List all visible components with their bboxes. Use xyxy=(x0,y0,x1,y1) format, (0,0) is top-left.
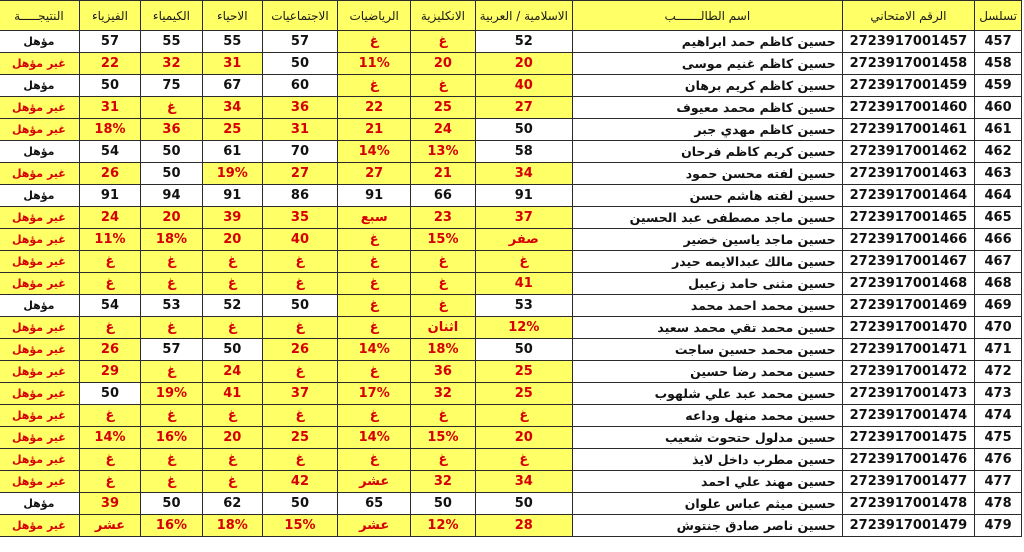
cell-grade-math: غ xyxy=(338,229,411,251)
table-row xyxy=(0,251,1022,273)
cell-grade-chemistry: غ xyxy=(141,449,203,471)
cell-serial: 479 xyxy=(975,515,1022,537)
cell-grade-english: اثنان xyxy=(411,317,475,339)
cell-grade-chemistry: 75 xyxy=(141,75,203,97)
table-row xyxy=(0,53,1022,75)
cell-exam-number: 2723917001473 xyxy=(842,383,975,405)
cell-grade-social-studies: غ xyxy=(262,251,337,273)
cell-grade-social-studies: 27 xyxy=(262,163,337,185)
table-body xyxy=(0,31,1022,537)
cell-grade-biology: غ xyxy=(202,251,262,273)
cell-grade-physics: عشر xyxy=(79,515,140,537)
cell-grade-physics: 91 xyxy=(79,185,140,207)
cell-grade-physics: 50 xyxy=(79,75,140,97)
cell-student-name: حسين ميثم عباس علوان xyxy=(572,493,842,515)
cell-student-name: حسين كاظم مهدي جبر xyxy=(572,119,842,141)
cell-exam-number: 2723917001466 xyxy=(842,229,975,251)
table-row xyxy=(0,317,1022,339)
cell-exam-number: 2723917001476 xyxy=(842,449,975,471)
cell-grade-islamic-arabic: 52 xyxy=(475,31,572,53)
cell-grade-physics: 14% xyxy=(79,427,140,449)
header-english: الانكليزية xyxy=(411,1,475,31)
cell-exam-number: 2723917001478 xyxy=(842,493,975,515)
cell-grade-math: غ xyxy=(338,405,411,427)
cell-grade-biology: غ xyxy=(202,273,262,295)
cell-grade-chemistry: غ xyxy=(141,317,203,339)
header-biology: الاحياء xyxy=(202,1,262,31)
table-row xyxy=(0,31,1022,53)
cell-grade-biology: 91 xyxy=(202,185,262,207)
cell-exam-number: 2723917001477 xyxy=(842,471,975,493)
cell-exam-number: 2723917001457 xyxy=(842,31,975,53)
cell-serial: 478 xyxy=(975,493,1022,515)
table-row xyxy=(0,405,1022,427)
cell-grade-biology: غ xyxy=(202,471,262,493)
cell-student-name: حسين محمد عبد علي شلهوب xyxy=(572,383,842,405)
cell-student-name: حسين محمد احمد محمد xyxy=(572,295,842,317)
cell-grade-chemistry: 19% xyxy=(141,383,203,405)
cell-grade-english: 18% xyxy=(411,339,475,361)
cell-result: غير مؤهل xyxy=(0,53,79,75)
cell-student-name: حسين لفته محسن حمود xyxy=(572,163,842,185)
cell-exam-number: 2723917001471 xyxy=(842,339,975,361)
cell-serial: 460 xyxy=(975,97,1022,119)
cell-grade-social-studies: 37 xyxy=(262,383,337,405)
header-math: الرياضيات xyxy=(338,1,411,31)
cell-serial: 464 xyxy=(975,185,1022,207)
table-row xyxy=(0,515,1022,537)
cell-grade-social-studies: غ xyxy=(262,361,337,383)
cell-grade-biology: 20 xyxy=(202,229,262,251)
cell-grade-islamic-arabic: 20 xyxy=(475,427,572,449)
cell-grade-chemistry: 50 xyxy=(141,493,203,515)
cell-grade-physics: 50 xyxy=(79,383,140,405)
cell-serial: 472 xyxy=(975,361,1022,383)
cell-exam-number: 2723917001465 xyxy=(842,207,975,229)
cell-grade-social-studies: 31 xyxy=(262,119,337,141)
cell-grade-social-studies: 42 xyxy=(262,471,337,493)
cell-grade-chemistry: 16% xyxy=(141,427,203,449)
cell-grade-islamic-arabic: 50 xyxy=(475,339,572,361)
cell-student-name: حسين مالك عبدالايمه حيدر xyxy=(572,251,842,273)
cell-exam-number: 2723917001474 xyxy=(842,405,975,427)
table-row xyxy=(0,361,1022,383)
cell-grade-math: غ xyxy=(338,251,411,273)
cell-result: غير مؤهل xyxy=(0,207,79,229)
cell-serial: 469 xyxy=(975,295,1022,317)
cell-grade-physics: 31 xyxy=(79,97,140,119)
cell-serial: 465 xyxy=(975,207,1022,229)
cell-grade-math: 91 xyxy=(338,185,411,207)
cell-grade-islamic-arabic: 25 xyxy=(475,361,572,383)
table-row xyxy=(0,449,1022,471)
cell-student-name: حسين كاظم غنيم موسى xyxy=(572,53,842,75)
cell-grade-social-studies: 70 xyxy=(262,141,337,163)
cell-student-name: حسين كاظم كريم برهان xyxy=(572,75,842,97)
cell-result: غير مؤهل xyxy=(0,229,79,251)
cell-grade-social-studies: 15% xyxy=(262,515,337,537)
cell-result: مؤهل xyxy=(0,295,79,317)
cell-result: مؤهل xyxy=(0,31,79,53)
table-row xyxy=(0,427,1022,449)
cell-grade-english: 23 xyxy=(411,207,475,229)
header-serial: تسلسل xyxy=(975,1,1022,31)
cell-grade-islamic-arabic: 40 xyxy=(475,75,572,97)
cell-grade-math: 11% xyxy=(338,53,411,75)
cell-grade-physics: غ xyxy=(79,251,140,273)
cell-grade-chemistry: 32 xyxy=(141,53,203,75)
cell-result: مؤهل xyxy=(0,75,79,97)
cell-grade-islamic-arabic: غ xyxy=(475,405,572,427)
cell-grade-chemistry: 20 xyxy=(141,207,203,229)
cell-serial: 475 xyxy=(975,427,1022,449)
cell-grade-math: سبع xyxy=(338,207,411,229)
cell-grade-chemistry: غ xyxy=(141,405,203,427)
cell-grade-math: 21 xyxy=(338,119,411,141)
cell-grade-english: 50 xyxy=(411,493,475,515)
cell-grade-social-studies: 26 xyxy=(262,339,337,361)
cell-grade-biology: غ xyxy=(202,317,262,339)
cell-grade-math: غ xyxy=(338,317,411,339)
cell-grade-english: 20 xyxy=(411,53,475,75)
cell-grade-english: 32 xyxy=(411,471,475,493)
cell-student-name: حسين ماجد مصطفى عبد الحسين xyxy=(572,207,842,229)
cell-grade-english: 12% xyxy=(411,515,475,537)
header-result: النتيجـــــة xyxy=(0,1,79,31)
cell-grade-physics: 39 xyxy=(79,493,140,515)
header-student-name: اسم الطالـــــــب xyxy=(572,1,842,31)
cell-grade-english: 25 xyxy=(411,97,475,119)
cell-grade-chemistry: 57 xyxy=(141,339,203,361)
cell-exam-number: 2723917001458 xyxy=(842,53,975,75)
cell-grade-math: 14% xyxy=(338,427,411,449)
cell-grade-math: غ xyxy=(338,361,411,383)
table-row xyxy=(0,471,1022,493)
cell-grade-english: 15% xyxy=(411,427,475,449)
header-social-studies: الاجتماعيات xyxy=(262,1,337,31)
cell-result: غير مؤهل xyxy=(0,317,79,339)
cell-grade-english: غ xyxy=(411,31,475,53)
table-row xyxy=(0,493,1022,515)
cell-result: غير مؤهل xyxy=(0,251,79,273)
header-physics: الفيزياء xyxy=(79,1,140,31)
cell-grade-english: 21 xyxy=(411,163,475,185)
cell-serial: 463 xyxy=(975,163,1022,185)
cell-student-name: حسين محمد حسين ساجت xyxy=(572,339,842,361)
cell-grade-english: 36 xyxy=(411,361,475,383)
cell-grade-islamic-arabic: 28 xyxy=(475,515,572,537)
cell-serial: 474 xyxy=(975,405,1022,427)
table-row xyxy=(0,229,1022,251)
cell-grade-islamic-arabic: 53 xyxy=(475,295,572,317)
cell-grade-biology: 31 xyxy=(202,53,262,75)
cell-grade-social-studies: غ xyxy=(262,449,337,471)
cell-student-name: حسين كاظم حمد ابراهيم xyxy=(572,31,842,53)
cell-grade-islamic-arabic: غ xyxy=(475,449,572,471)
cell-grade-islamic-arabic: صفر xyxy=(475,229,572,251)
cell-grade-chemistry: 18% xyxy=(141,229,203,251)
cell-grade-math: غ xyxy=(338,273,411,295)
cell-grade-biology: غ xyxy=(202,449,262,471)
cell-grade-english: غ xyxy=(411,295,475,317)
cell-grade-chemistry: غ xyxy=(141,361,203,383)
cell-result: غير مؤهل xyxy=(0,273,79,295)
cell-grade-physics: غ xyxy=(79,317,140,339)
cell-grade-chemistry: 55 xyxy=(141,31,203,53)
cell-grade-biology: 19% xyxy=(202,163,262,185)
cell-grade-social-studies: 50 xyxy=(262,53,337,75)
cell-serial: 477 xyxy=(975,471,1022,493)
cell-grade-biology: 50 xyxy=(202,339,262,361)
cell-grade-physics: 18% xyxy=(79,119,140,141)
cell-grade-islamic-arabic: 58 xyxy=(475,141,572,163)
cell-exam-number: 2723917001461 xyxy=(842,119,975,141)
cell-grade-islamic-arabic: 12% xyxy=(475,317,572,339)
cell-grade-biology: 39 xyxy=(202,207,262,229)
cell-grade-islamic-arabic: 25 xyxy=(475,383,572,405)
cell-serial: 466 xyxy=(975,229,1022,251)
header-chemistry: الكيمياء xyxy=(141,1,203,31)
cell-grade-social-studies: 40 xyxy=(262,229,337,251)
cell-grade-islamic-arabic: 50 xyxy=(475,119,572,141)
cell-grade-biology: 41 xyxy=(202,383,262,405)
cell-grade-islamic-arabic: 50 xyxy=(475,493,572,515)
cell-serial: 461 xyxy=(975,119,1022,141)
cell-grade-physics: 26 xyxy=(79,163,140,185)
cell-grade-chemistry: 50 xyxy=(141,141,203,163)
cell-grade-physics: 22 xyxy=(79,53,140,75)
cell-grade-social-studies: 50 xyxy=(262,493,337,515)
cell-student-name: حسين مدلول حتحوت شعيب xyxy=(572,427,842,449)
cell-student-name: حسين كاظم محمد معيوف xyxy=(572,97,842,119)
cell-grade-chemistry: 16% xyxy=(141,515,203,537)
cell-grade-math: 22 xyxy=(338,97,411,119)
cell-serial: 457 xyxy=(975,31,1022,53)
cell-grade-biology: 62 xyxy=(202,493,262,515)
cell-grade-math: غ xyxy=(338,449,411,471)
cell-grade-physics: غ xyxy=(79,449,140,471)
cell-exam-number: 2723917001463 xyxy=(842,163,975,185)
cell-student-name: حسين محمد منهل وداعه xyxy=(572,405,842,427)
table-row xyxy=(0,383,1022,405)
cell-grade-physics: 29 xyxy=(79,361,140,383)
cell-serial: 459 xyxy=(975,75,1022,97)
cell-grade-social-studies: 25 xyxy=(262,427,337,449)
cell-grade-english: غ xyxy=(411,449,475,471)
cell-grade-math: 17% xyxy=(338,383,411,405)
cell-grade-islamic-arabic: غ xyxy=(475,251,572,273)
cell-grade-chemistry: 50 xyxy=(141,163,203,185)
cell-grade-math: 27 xyxy=(338,163,411,185)
cell-serial: 473 xyxy=(975,383,1022,405)
cell-grade-biology: 67 xyxy=(202,75,262,97)
cell-student-name: حسين ناصر صادق جنتوش xyxy=(572,515,842,537)
cell-result: مؤهل xyxy=(0,185,79,207)
cell-grade-math: غ xyxy=(338,31,411,53)
cell-grade-chemistry: غ xyxy=(141,471,203,493)
cell-grade-physics: 54 xyxy=(79,141,140,163)
cell-grade-islamic-arabic: 91 xyxy=(475,185,572,207)
cell-grade-math: عشر xyxy=(338,471,411,493)
cell-exam-number: 2723917001469 xyxy=(842,295,975,317)
cell-grade-biology: 25 xyxy=(202,119,262,141)
cell-serial: 471 xyxy=(975,339,1022,361)
table-row xyxy=(0,163,1022,185)
cell-serial: 462 xyxy=(975,141,1022,163)
cell-grade-english: 32 xyxy=(411,383,475,405)
cell-grade-chemistry: 94 xyxy=(141,185,203,207)
cell-grade-biology: 61 xyxy=(202,141,262,163)
table-row xyxy=(0,207,1022,229)
cell-serial: 458 xyxy=(975,53,1022,75)
cell-grade-physics: 54 xyxy=(79,295,140,317)
cell-serial: 467 xyxy=(975,251,1022,273)
cell-grade-islamic-arabic: 27 xyxy=(475,97,572,119)
table-row xyxy=(0,273,1022,295)
cell-serial: 470 xyxy=(975,317,1022,339)
table-row xyxy=(0,339,1022,361)
cell-grade-english: غ xyxy=(411,75,475,97)
cell-grade-math: 14% xyxy=(338,141,411,163)
cell-grade-biology: 24 xyxy=(202,361,262,383)
cell-exam-number: 2723917001459 xyxy=(842,75,975,97)
cell-serial: 468 xyxy=(975,273,1022,295)
cell-grade-english: 66 xyxy=(411,185,475,207)
cell-grade-math: غ xyxy=(338,295,411,317)
cell-grade-math: 14% xyxy=(338,339,411,361)
cell-student-name: حسين محمد رضا حسين xyxy=(572,361,842,383)
cell-grade-social-studies: غ xyxy=(262,317,337,339)
cell-grade-biology: 34 xyxy=(202,97,262,119)
cell-student-name: حسين مثنى حامد زعيبل xyxy=(572,273,842,295)
cell-student-name: حسين مطرب داخل لايذ xyxy=(572,449,842,471)
table-row xyxy=(0,119,1022,141)
cell-grade-physics: 11% xyxy=(79,229,140,251)
cell-grade-english: 24 xyxy=(411,119,475,141)
cell-exam-number: 2723917001479 xyxy=(842,515,975,537)
cell-grade-islamic-arabic: 20 xyxy=(475,53,572,75)
cell-grade-biology: غ xyxy=(202,405,262,427)
table-row xyxy=(0,75,1022,97)
cell-result: غير مؤهل xyxy=(0,339,79,361)
header-exam-number: الرقم الامتحاني xyxy=(842,1,975,31)
cell-grade-physics: غ xyxy=(79,405,140,427)
cell-grade-chemistry: 53 xyxy=(141,295,203,317)
cell-grade-math: غ xyxy=(338,75,411,97)
cell-grade-physics: غ xyxy=(79,471,140,493)
cell-grade-physics: غ xyxy=(79,273,140,295)
cell-grade-biology: 52 xyxy=(202,295,262,317)
cell-grade-english: غ xyxy=(411,405,475,427)
table-row xyxy=(0,97,1022,119)
cell-serial: 476 xyxy=(975,449,1022,471)
cell-result: غير مؤهل xyxy=(0,163,79,185)
cell-grade-social-studies: 57 xyxy=(262,31,337,53)
cell-exam-number: 2723917001470 xyxy=(842,317,975,339)
cell-result: غير مؤهل xyxy=(0,97,79,119)
cell-grade-social-studies: 50 xyxy=(262,295,337,317)
table-row xyxy=(0,185,1022,207)
cell-student-name: حسين مهند علي احمد xyxy=(572,471,842,493)
cell-grade-chemistry: غ xyxy=(141,251,203,273)
table-row xyxy=(0,141,1022,163)
cell-result: غير مؤهل xyxy=(0,449,79,471)
cell-result: مؤهل xyxy=(0,141,79,163)
cell-student-name: حسين محمد تقي محمد سعيد xyxy=(572,317,842,339)
cell-grade-english: 15% xyxy=(411,229,475,251)
cell-grade-chemistry: 36 xyxy=(141,119,203,141)
cell-grade-biology: 20 xyxy=(202,427,262,449)
cell-grade-physics: 57 xyxy=(79,31,140,53)
cell-grade-social-studies: 86 xyxy=(262,185,337,207)
cell-grade-chemistry: غ xyxy=(141,97,203,119)
cell-exam-number: 2723917001475 xyxy=(842,427,975,449)
cell-grade-english: 13% xyxy=(411,141,475,163)
cell-grade-chemistry: غ xyxy=(141,273,203,295)
cell-student-name: حسين لفته هاشم حسن xyxy=(572,185,842,207)
cell-exam-number: 2723917001462 xyxy=(842,141,975,163)
cell-grade-physics: 26 xyxy=(79,339,140,361)
cell-grade-social-studies: 36 xyxy=(262,97,337,119)
cell-result: غير مؤهل xyxy=(0,119,79,141)
cell-exam-number: 2723917001467 xyxy=(842,251,975,273)
cell-result: غير مؤهل xyxy=(0,361,79,383)
cell-exam-number: 2723917001460 xyxy=(842,97,975,119)
cell-grade-social-studies: 60 xyxy=(262,75,337,97)
cell-grade-english: غ xyxy=(411,251,475,273)
cell-grade-islamic-arabic: 37 xyxy=(475,207,572,229)
cell-exam-number: 2723917001468 xyxy=(842,273,975,295)
cell-result: غير مؤهل xyxy=(0,515,79,537)
cell-result: مؤهل xyxy=(0,493,79,515)
cell-grade-islamic-arabic: 41 xyxy=(475,273,572,295)
cell-grade-math: 65 xyxy=(338,493,411,515)
cell-grade-biology: 18% xyxy=(202,515,262,537)
cell-grade-physics: 24 xyxy=(79,207,140,229)
table-row xyxy=(0,295,1022,317)
cell-exam-number: 2723917001464 xyxy=(842,185,975,207)
cell-grade-biology: 55 xyxy=(202,31,262,53)
cell-grade-social-studies: 35 xyxy=(262,207,337,229)
cell-grade-english: غ xyxy=(411,273,475,295)
cell-exam-number: 2723917001472 xyxy=(842,361,975,383)
cell-grade-math: عشر xyxy=(338,515,411,537)
cell-student-name: حسين كريم كاظم فرحان xyxy=(572,141,842,163)
cell-grade-islamic-arabic: 34 xyxy=(475,471,572,493)
cell-result: غير مؤهل xyxy=(0,405,79,427)
cell-student-name: حسين ماجد ياسين خضير xyxy=(572,229,842,251)
header-islamic-arabic: الاسلامية / العربية xyxy=(475,1,572,31)
cell-grade-islamic-arabic: 34 xyxy=(475,163,572,185)
cell-result: غير مؤهل xyxy=(0,427,79,449)
cell-grade-social-studies: غ xyxy=(262,273,337,295)
header-row xyxy=(0,1,1022,31)
cell-result: غير مؤهل xyxy=(0,383,79,405)
cell-grade-social-studies: غ xyxy=(262,405,337,427)
cell-result: غير مؤهل xyxy=(0,471,79,493)
